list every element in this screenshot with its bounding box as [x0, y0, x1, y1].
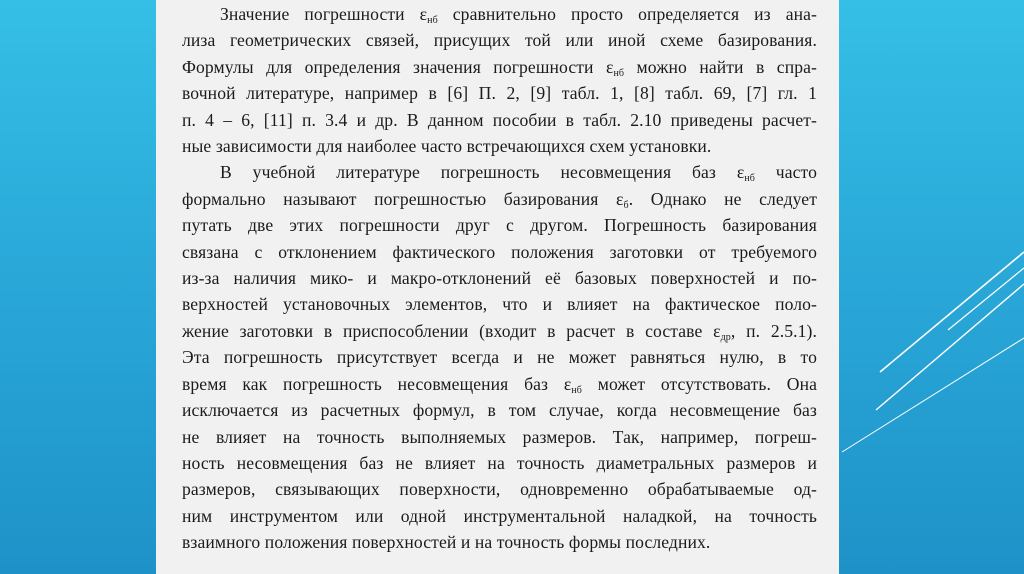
document-page [156, 0, 839, 574]
text-line: ность несовмещения баз не влияет на точность диаметральных размеров и [182, 452, 817, 473]
diagonal-line-1 [880, 252, 1024, 372]
text-line: взаимного положения поверхностей и на точность формы последних. [182, 532, 711, 553]
diagonal-line-2 [948, 268, 1024, 330]
paragraph [182, 1, 817, 159]
text-line: Формулы для определения значения погрешности $\varepsilon_{нб}$ можно найти в спра- [182, 56, 817, 79]
text-line: жение заготовки в приспособлении (входит в расчет в составе $\varepsilon_{др}$, п. 2.5.1). [182, 320, 817, 343]
text-line: исключается из расчетных формул, в том случае, когда несовмещение баз [182, 400, 817, 421]
diagonal-line-4 [842, 338, 1024, 452]
text-line: вочной литературе, например в [6] П. 2, [9] табл. 1, [8] табл. 69, [7] гл. 1 [182, 83, 817, 104]
diagonal-line-3 [876, 284, 1024, 410]
text-line: ним инструментом или одной инструментальной наладкой, на точность [182, 505, 817, 526]
text-line: лиза геометрических связей, присущих той или иной схеме базирования. [182, 30, 817, 51]
text-line: верхностей установочных элементов, что и влияет на фактическое поло- [182, 294, 817, 315]
text-line: связана с отклонением фактического положения заготовки от требуемого [182, 241, 817, 262]
text-line: В учебной литературе погрешность несовмещения баз $\varepsilon_{нб}$ часто [220, 162, 817, 185]
text-line: п. 4 – 6, [11] п. 3.4 и др. В данном пособии в табл. 2.10 приведены расчет- [182, 109, 817, 130]
text-line: формально называют погрешностью базирования $\varepsilon_б$. Однако не следует [182, 188, 817, 211]
text-line: Значение погрешности $\varepsilon_{нб}$ сравнительно просто определяется из ана- [220, 4, 817, 26]
paragraph [182, 159, 817, 555]
text-line: из-за наличия мико- и макро-отклонений её базовых поверхностей и по- [182, 268, 817, 289]
document-text [182, 1, 817, 556]
text-line: размеров, связывающих поверхности, одновременно обрабатываемые од- [182, 479, 817, 500]
text-line: путать две этих погрешности друг с другом. Погрешность базирования [182, 215, 817, 236]
text-line: ные зависимости для наиболее часто встречающихся схем установки. [182, 136, 712, 157]
text-line: Эта погрешность присутствует всегда и не может равняться нулю, в то [182, 347, 817, 368]
text-line: не влияет на точность выполняемых размеров. Так, например, погреш- [182, 426, 817, 447]
text-line: время как погрешность несовмещения баз $\varepsilon_{нб}$ может отсутствовать. Она [182, 373, 817, 396]
